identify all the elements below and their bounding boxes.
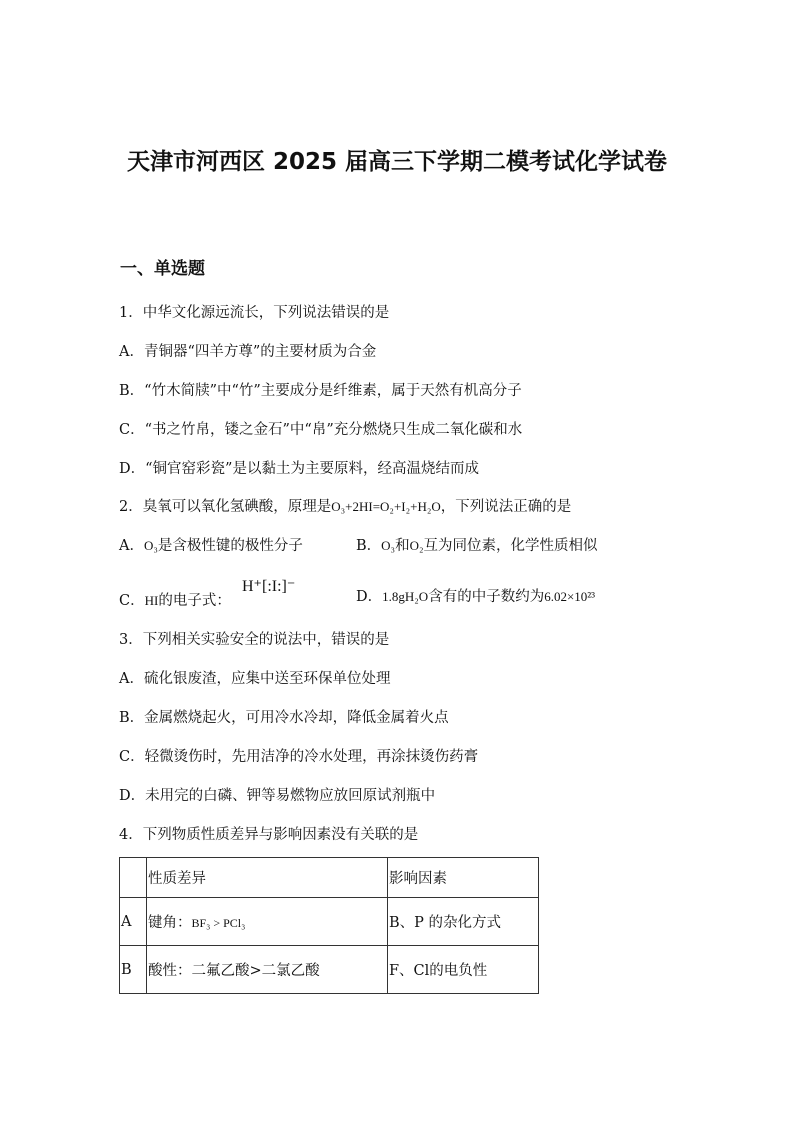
q4-stem: 4．下列物质性质差异与影响因素没有关联的是 [119, 827, 419, 843]
hi-formula: HI [144, 593, 159, 608]
option-label: D． [356, 589, 383, 605]
ozone-formula: O₃ [143, 538, 158, 553]
option-text: 含有的中子数约为 [428, 589, 545, 605]
row-diff-text: 酸性：二氟乙酸>二氯乙酸 [148, 963, 320, 979]
oxygen-formula: O₂ [409, 538, 424, 553]
option-text: 和 [395, 538, 410, 554]
row-label: A [120, 898, 147, 946]
table-header-cell: 性质差异 [147, 858, 388, 898]
q1-option-c: C．“书之竹帛，镂之金石”中“帛”充分燃烧只生成二氧化碳和水 [119, 422, 523, 438]
ozone-formula: O₃ [381, 538, 396, 553]
q3-option-c: C．轻微烫伤时，先用洁净的冷水处理，再涂抹烫伤药膏 [119, 749, 479, 765]
q2-stem-post: ，下列说法正确的是 [440, 499, 572, 515]
q2-stem-pre: 2．臭氧可以氧化氢碘酸，原理是 [119, 499, 332, 515]
table-header-row [120, 858, 539, 898]
water-mass-formula: 1.8gH₂O [382, 589, 429, 604]
q2-equation: O₃+2HI=O₂+I₂+H₂O [331, 499, 441, 514]
option-label: B． [356, 538, 382, 554]
table-header-cell: 影响因素 [388, 858, 539, 898]
option-label: A． [119, 538, 144, 554]
option-text: 是含极性键的极性分子 [157, 538, 303, 554]
q3-option-a: A．硫化银废渣，应集中送至环保单位处理 [119, 671, 391, 687]
q1-stem: 1．中华文化源远流长，下列说法错误的是 [119, 305, 390, 321]
q2-option-a [119, 534, 303, 555]
q1-option-a: A．青铜器“四羊方尊”的主要材质为合金 [119, 344, 377, 360]
q2-option-c [119, 589, 231, 610]
table-row [120, 898, 539, 946]
q4-table [119, 857, 539, 994]
row-factor: B、P 的杂化方式 [388, 898, 539, 946]
hi-electron-formula: H⁺[:I:]⁻ [242, 578, 296, 595]
q3-option-d: D．未用完的白磷、钾等易燃物应放回原试剂瓶中 [119, 788, 436, 804]
row-factor: F、Cl的电负性 [388, 946, 539, 994]
avogadro-value: 6.02×10²³ [544, 589, 596, 604]
section-heading: 一、单选题 [120, 259, 205, 279]
q1-option-d: D．“铜官窑彩瓷”是以黏土为主要原料，经高温烧结而成 [119, 461, 479, 477]
q1-option-b: B．“竹木简牍”中“竹”主要成分是纤维素，属于天然有机高分子 [119, 383, 522, 399]
option-text: 的电子式： [158, 593, 231, 609]
option-label: C． [119, 593, 145, 609]
document-title: 天津市河西区 2025 届高三下学期二模考试化学试卷 [126, 149, 668, 175]
q2-option-d [356, 585, 595, 606]
q3-stem: 3．下列相关实验安全的说法中，错误的是 [119, 632, 390, 648]
row-diff-formula: BF₃ > PCl₃ [191, 916, 246, 930]
q3-option-b: B．金属燃烧起火，可用冷水冷却，降低金属着火点 [119, 710, 449, 726]
q2-stem [119, 495, 571, 516]
q2-option-b [356, 534, 598, 555]
option-text: 互为同位素，化学性质相似 [423, 538, 598, 554]
table-row [120, 946, 539, 994]
row-label: B [120, 946, 147, 994]
row-diff [147, 946, 388, 994]
row-diff [147, 898, 388, 946]
row-diff-text: 键角： [148, 915, 192, 931]
table-header-cell [120, 858, 147, 898]
